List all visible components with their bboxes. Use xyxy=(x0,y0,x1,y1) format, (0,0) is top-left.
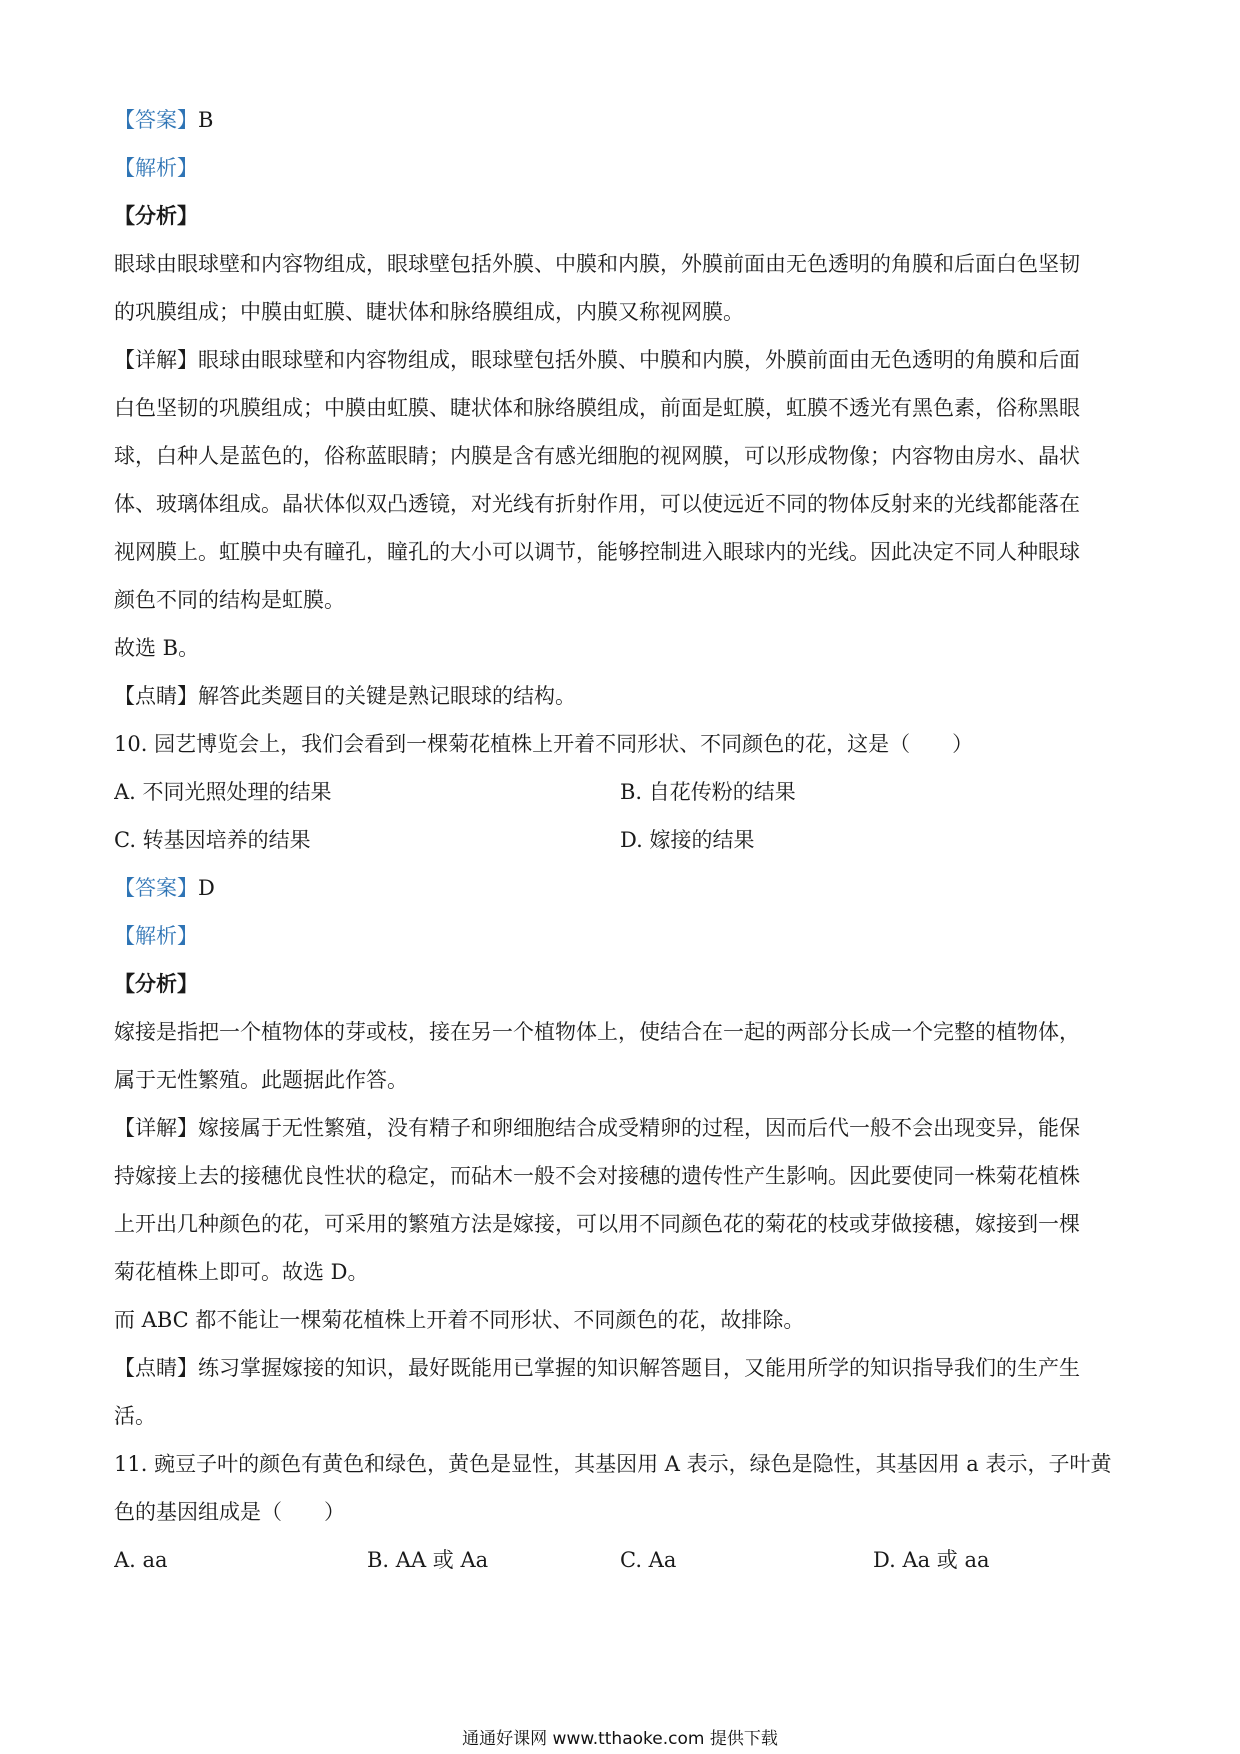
detail-label: 【详解】 xyxy=(114,1116,198,1140)
answer-value: D xyxy=(198,876,215,900)
option-c: C. Aa xyxy=(620,1548,677,1572)
answer-label: 【答案】 xyxy=(114,876,198,900)
q10-fenxi-line: 嫁接是指把一个植物体的芽或枝，接在另一个植物体上，使结合在一起的两部分长成一个完整的植物体， xyxy=(114,1020,1080,1044)
answer-label: 【答案】 xyxy=(114,108,198,132)
q10-detail-line: 持嫁接上去的接穗优良性状的稳定，而砧木一般不会对接穗的遗传性产生影响。因此要使同一株菊花植株 xyxy=(114,1164,1080,1188)
q9-detail-line: 球，白种人是蓝色的，俗称蓝眼睛；内膜是含有感光细胞的视网膜，可以形成物像；内容物由房水、晶状 xyxy=(114,444,1080,468)
q10-answer xyxy=(114,864,1134,912)
dianjing-label: 【点睛】 xyxy=(114,1356,198,1380)
q10-dianjing xyxy=(114,1344,1134,1392)
q11-options-row xyxy=(114,1536,1134,1584)
option-b: B. AA 或 Aa xyxy=(367,1548,489,1572)
detail-text: 眼球由眼球壁和内容物组成，眼球壁包括外膜、中膜和内膜，外膜前面由无色透明的角膜和后面 xyxy=(198,348,1080,372)
q9-answer xyxy=(114,96,1134,144)
q10-dianjing-cont: 活。 xyxy=(114,1404,156,1428)
q10-options-row-1 xyxy=(114,768,1134,816)
q10-detail-line: 菊花植株上即可。故选 D。 xyxy=(114,1260,369,1284)
page-footer: 通通好课网 www.tthaoke.com 提供下载 xyxy=(462,1729,778,1749)
q9-detail-line: 体、玻璃体组成。晶状体似双凸透镜，对光线有折射作用，可以使远近不同的物体反射来的光线都能落在 xyxy=(114,492,1080,516)
q10-fenxi-label: 【分析】 xyxy=(114,971,198,996)
answer-value: B xyxy=(198,108,214,132)
q9-analysis-label: 【解析】 xyxy=(114,156,198,180)
q9-fenxi-line: 眼球由眼球壁和内容物组成，眼球壁包括外膜、中膜和内膜，外膜前面由无色透明的角膜和后面白色坚韧 xyxy=(114,252,1080,276)
option-c: C. 转基因培养的结果 xyxy=(114,828,311,852)
detail-text: 嫁接属于无性繁殖，没有精子和卵细胞结合成受精卵的过程，因而后代一般不会出现变异，能保 xyxy=(198,1116,1080,1140)
dianjing-text: 解答此类题目的关键是熟记眼球的结构。 xyxy=(198,684,576,708)
q9-fenxi-label: 【分析】 xyxy=(114,203,198,228)
option-a: A. aa xyxy=(114,1548,168,1572)
page-content xyxy=(114,96,1134,1584)
q10-stem: 10. 园艺博览会上，我们会看到一棵菊花植株上开着不同形状、不同颜色的花，这是（ ） xyxy=(114,732,974,756)
dianjing-label: 【点睛】 xyxy=(114,684,198,708)
option-d: D. 嫁接的结果 xyxy=(620,828,755,852)
q10-detail-first xyxy=(114,1104,1134,1152)
q9-fenxi-line: 的巩膜组成；中膜由虹膜、睫状体和脉络膜组成，内膜又称视网膜。 xyxy=(114,300,744,324)
q11-stem-line: 11. 豌豆子叶的颜色有黄色和绿色，黄色是显性，其基因用 A 表示，绿色是隐性，其基因用 a 表示，子叶黄 xyxy=(114,1452,1112,1476)
q10-fenxi-line: 属于无性繁殖。此题据此作答。 xyxy=(114,1068,408,1092)
q10-options-row-2 xyxy=(114,816,1134,864)
q10-detail-line: 上开出几种颜色的花，可采用的繁殖方法是嫁接，可以用不同颜色花的菊花的枝或芽做接穗，嫁接到一棵 xyxy=(114,1212,1080,1236)
option-d: D. Aa 或 aa xyxy=(873,1548,990,1572)
option-a: A. 不同光照处理的结果 xyxy=(114,780,332,804)
q10-detail-line: 而 ABC 都不能让一棵菊花植株上开着不同形状、不同颜色的花，故排除。 xyxy=(114,1308,805,1332)
q9-detail-first xyxy=(114,336,1134,384)
q9-detail-line: 颜色不同的结构是虹膜。 xyxy=(114,588,345,612)
option-b: B. 自花传粉的结果 xyxy=(620,780,796,804)
dianjing-text: 练习掌握嫁接的知识，最好既能用已掌握的知识解答题目，又能用所学的知识指导我们的生产生 xyxy=(198,1356,1080,1380)
q9-detail-line: 白色坚韧的巩膜组成；中膜由虹膜、睫状体和脉络膜组成，前面是虹膜，虹膜不透光有黑色素，俗称黑眼 xyxy=(114,396,1080,420)
q9-conclusion: 故选 B。 xyxy=(114,636,200,660)
q9-detail-line: 视网膜上。虹膜中央有瞳孔，瞳孔的大小可以调节，能够控制进入眼球内的光线。因此决定不同人种眼球 xyxy=(114,540,1080,564)
q10-analysis-label: 【解析】 xyxy=(114,924,198,948)
q11-stem-line: 色的基因组成是（ ） xyxy=(114,1500,345,1524)
q9-dianjing xyxy=(114,672,1134,720)
detail-label: 【详解】 xyxy=(114,348,198,372)
